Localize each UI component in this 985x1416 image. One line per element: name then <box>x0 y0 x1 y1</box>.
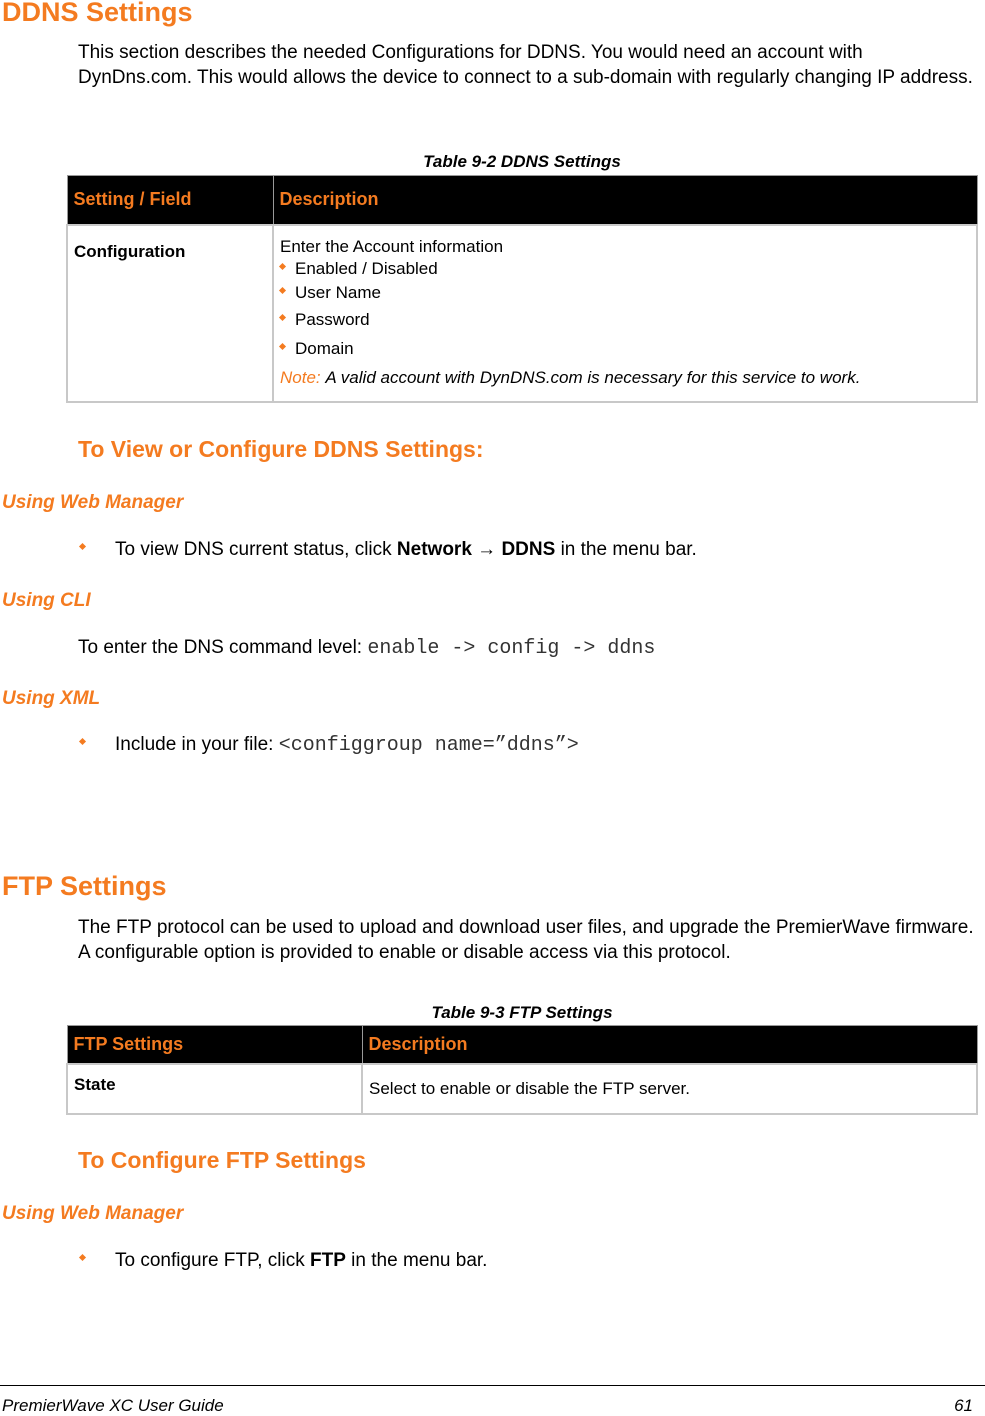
note-label: Note: <box>280 367 321 387</box>
bullet-icon <box>79 738 86 745</box>
bullet-icon <box>279 262 286 269</box>
page-number: 61 <box>954 1396 973 1415</box>
ftp-table-caption: Table 9-3 FTP Settings <box>431 1003 613 1022</box>
cli-command: enable -> config -> ddns <box>367 637 656 660</box>
ddns-title: DDNS Settings <box>2 0 193 27</box>
ddns-table-caption: Table 9-2 DDNS Settings <box>423 152 621 171</box>
ddns-cli-heading: Using CLI <box>2 590 91 611</box>
ftp-table-header-description: Description <box>362 1026 977 1064</box>
ftp-title: FTP Settings <box>2 871 167 901</box>
list-item: Domain <box>280 334 970 363</box>
ddns-table <box>66 175 978 403</box>
ddns-configure-heading: To View or Configure DDNS Settings: <box>78 436 484 462</box>
ftp-row-field: State <box>67 1064 362 1114</box>
ddns-intro: This section describes the needed Configurations for DDNS. You would need an account with DynDns.com. This would allows the device to connect to a sub-domain with regularly changing IP address. <box>78 42 973 88</box>
ftp-web-heading: Using Web Manager <box>2 1203 184 1224</box>
ftp-table <box>66 1025 978 1115</box>
ddns-web-instruction: To view DNS current status, click Network → DDNS in the menu bar. <box>80 539 697 561</box>
list-item: Password <box>280 305 970 334</box>
xml-code: <configgroup name=”ddns”> <box>278 734 579 757</box>
bullet-icon <box>279 342 286 349</box>
note-text: A valid account with DynDNS.com is necessary for this service to work. <box>325 367 861 387</box>
table-row <box>67 225 977 402</box>
bullet-icon <box>79 543 86 550</box>
ddns-table-header-field: Setting / Field <box>67 176 273 225</box>
bullet-icon <box>279 286 286 293</box>
bullet-icon <box>279 313 286 320</box>
ftp-intro: The FTP protocol can be used to upload and download user files, and upgrade the PremierWave firmware. A configurable option is provided to enable or disable access via this protocol. <box>78 917 974 963</box>
menu-ddns: DDNS <box>501 539 556 560</box>
ddns-xml-instruction: Include in your file: <configgroup name=”ddns”> <box>80 734 579 757</box>
ftp-web-instruction: To configure FTP, click FTP in the menu bar. <box>80 1250 487 1272</box>
list-item: Enabled / Disabled <box>280 258 970 280</box>
ddns-table-header-description: Description <box>273 176 977 225</box>
ftp-configure-heading: To Configure FTP Settings <box>78 1147 366 1173</box>
footer-guide-title: PremierWave XC User Guide <box>2 1396 224 1415</box>
ddns-row-field: Configuration <box>67 225 273 402</box>
menu-ftp: FTP <box>310 1250 346 1271</box>
ddns-note <box>280 363 970 393</box>
ddns-xml-heading: Using XML <box>2 688 101 709</box>
list-item: User Name <box>280 280 970 305</box>
bullet-icon <box>79 1254 86 1261</box>
ftp-table-header-field: FTP Settings <box>67 1026 362 1064</box>
ddns-row-description <box>273 225 977 402</box>
footer-divider <box>0 1385 985 1386</box>
ddns-web-heading: Using Web Manager <box>2 492 184 513</box>
table-row <box>67 1064 977 1114</box>
ddns-description-intro: Enter the Account information <box>280 236 504 256</box>
menu-network: Network <box>396 539 472 560</box>
ddns-cli-instruction: To enter the DNS command level: enable -> config -> ddns <box>78 637 656 660</box>
ftp-row-description: Select to enable or disable the FTP server. <box>362 1064 977 1114</box>
